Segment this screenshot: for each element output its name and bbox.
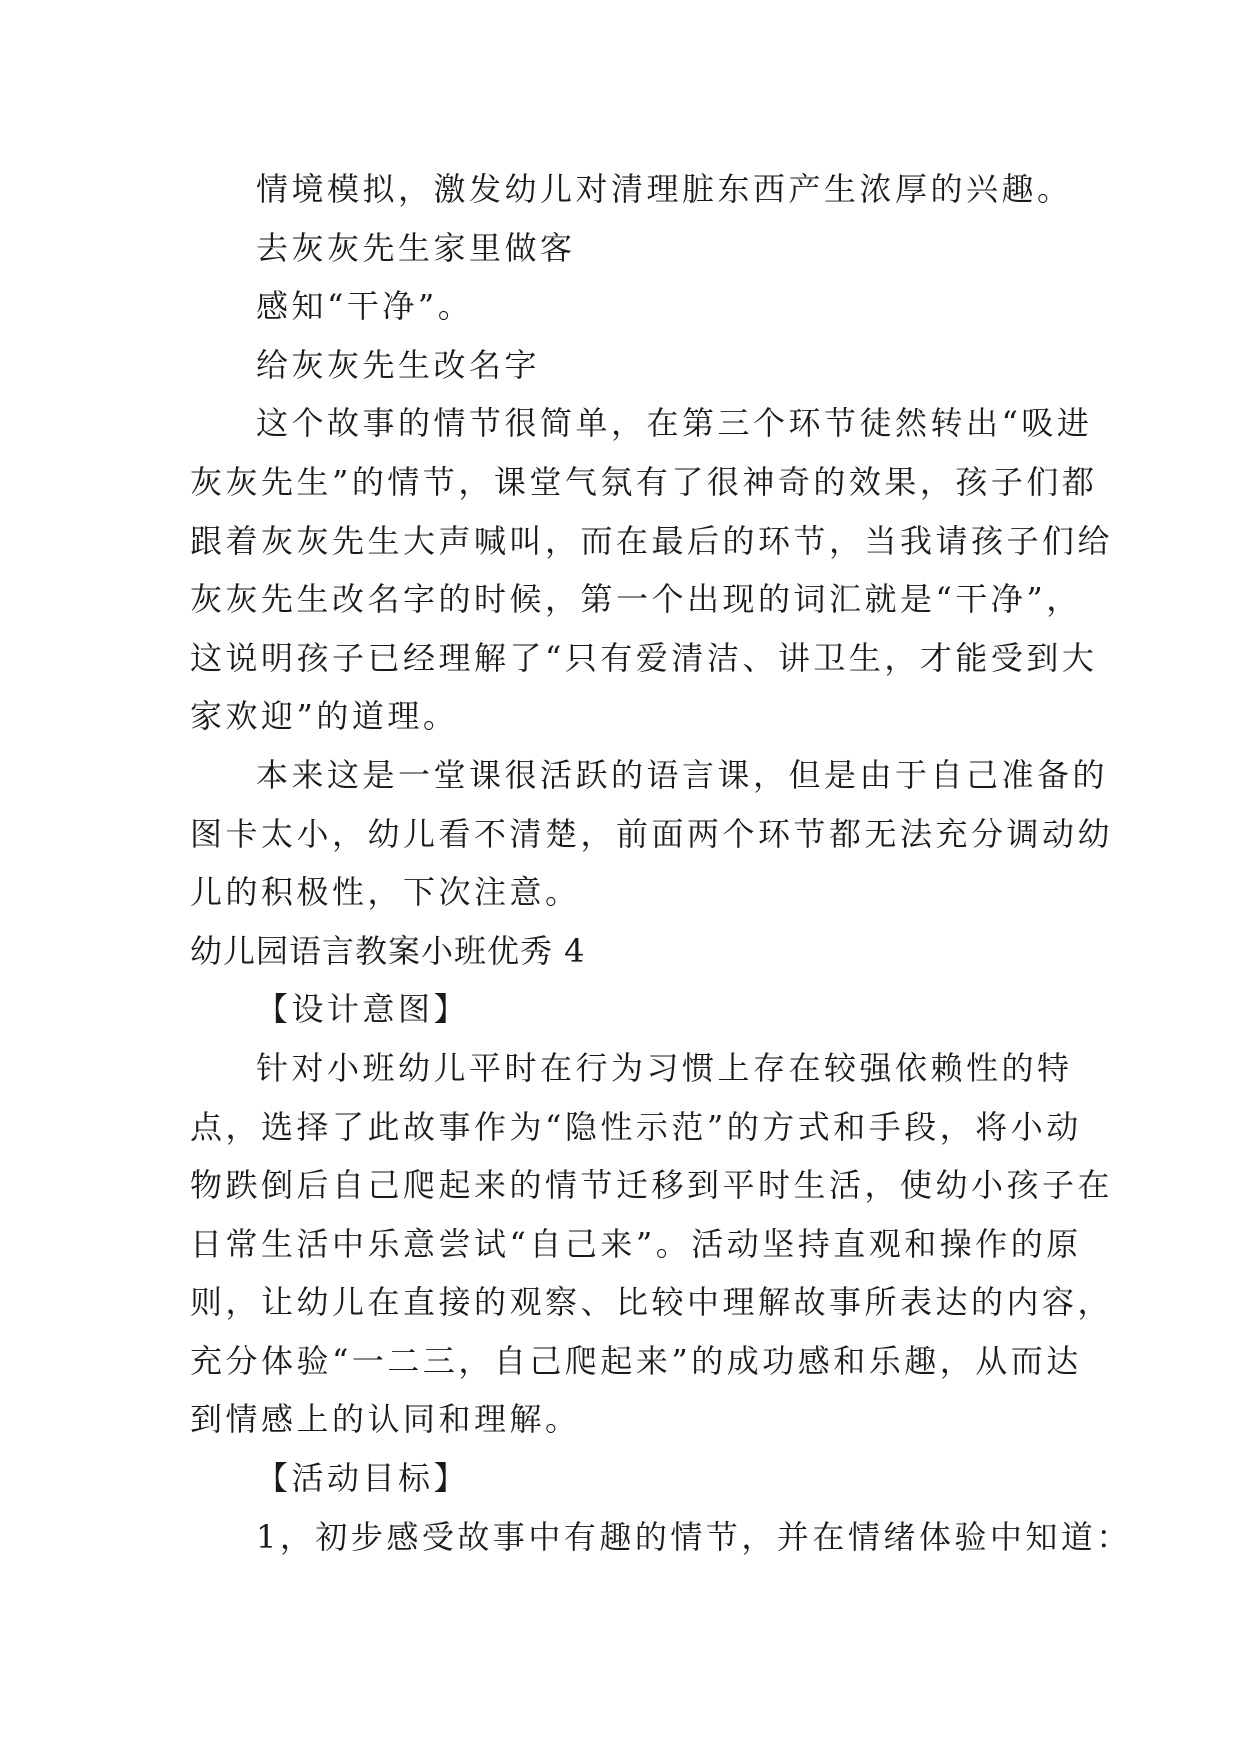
section-heading: 【活动目标】 [256, 1459, 470, 1498]
text-line: 1，初步感受故事中有趣的情节，并在情绪体验中知道： [256, 1517, 1132, 1556]
text-line: 感知“干净”。 [256, 287, 474, 326]
text-line: 情境模拟，激发幼儿对清理脏东西产生浓厚的兴趣。 [256, 170, 1073, 208]
text-line: 给灰灰先生改名字 [256, 345, 541, 384]
text-line: 这个故事的情节很简单，在第三个环节徒然转出“吸进 [256, 404, 1093, 443]
text-line: 物跌倒后自己爬起来的情节迁移到平时生活，使幼小孩子在 [190, 1166, 1114, 1205]
text-line: 跟着灰灰先生大声喊叫，而在最后的环节，当我请孩子们给 [190, 521, 1114, 560]
document-page [190, 160, 1132, 1566]
text-line: 这说明孩子已经理解了“只有爱清洁、讲卫生，才能受到大 [190, 638, 1098, 677]
text-line: 到情感上的认同和理解。 [190, 1400, 581, 1439]
text-line: 灰灰先生改名字的时候，第一个出现的词汇就是“干净”， [190, 580, 1082, 619]
text-line: 则，让幼儿在直接的观察、比较中理解故事所表达的内容， [190, 1283, 1114, 1322]
text-line: 家欢迎”的道理。 [190, 697, 459, 736]
text-line: 本来这是一堂课很活跃的语言课，但是由于自己准备的 [256, 755, 1109, 794]
text-line: 图卡太小，幼儿看不清楚，前面两个环节都无法充分调动幼 [190, 814, 1114, 853]
text-line: 儿的积极性，下次注意。 [190, 873, 581, 912]
text-line: 针对小班幼儿平时在行为习惯上存在较强依赖性的特 [256, 1048, 1073, 1087]
text-line: 日常生活中乐意尝试“自己来”。活动坚持直观和操作的原 [190, 1224, 1082, 1263]
section-heading: 【设计意图】 [256, 990, 470, 1029]
text-line: 点，选择了此故事作为“隐性示范”的方式和手段，将小动 [190, 1107, 1082, 1146]
section-title: 幼儿园语言教案小班优秀 4 [190, 931, 586, 970]
text-line: 去灰灰先生家里做客 [256, 228, 576, 267]
text-line: 灰灰先生”的情节，课堂气氛有了很神奇的效果，孩子们都 [190, 462, 1098, 501]
text-line: 充分体验“一二三，自己爬起来”的成功感和乐趣，从而达 [190, 1341, 1082, 1380]
